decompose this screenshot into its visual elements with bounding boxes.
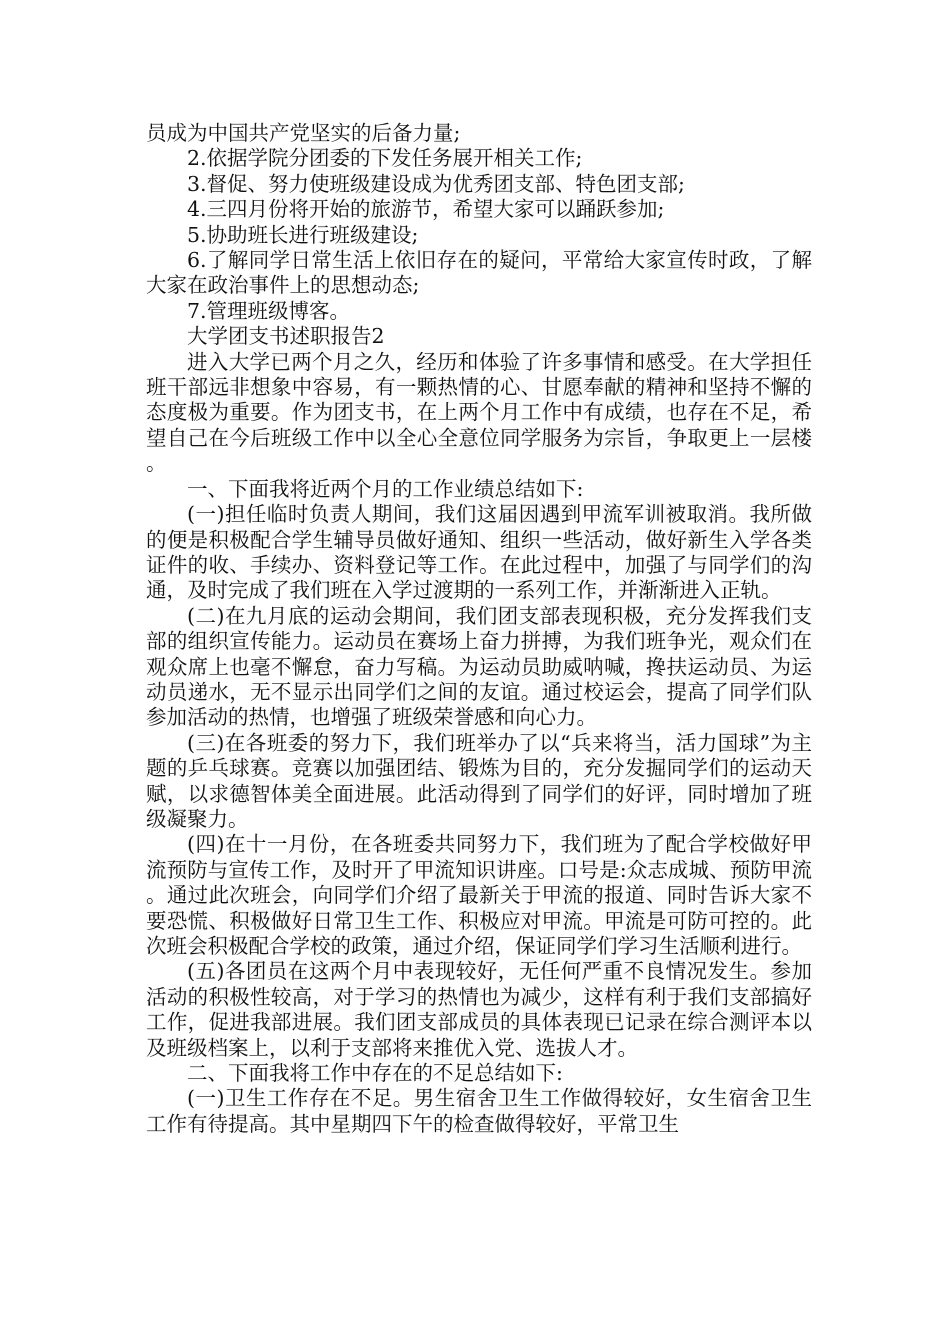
document-body	[146, 121, 812, 1137]
list-item-5: 5.协助班长进行班级建设;	[187, 222, 419, 247]
achievements-heading: 一、下面我将近两个月的工作业绩总结如下:	[187, 476, 584, 501]
shortcomings-heading: 二、下面我将工作中存在的不足总结如下:	[187, 1061, 563, 1086]
achievement-3: (三)在各班委的努力下，我们班举办了以“兵来将当，活力国球”为主题的乒乓球赛。竞赛以加强团结、锻炼为目的，充分发掘同学们的运动天赋，以求德智体美全面进展。此活动得到了同学们的好评，同时增加了班级凝聚力。	[146, 730, 812, 831]
achievement-2: (二)在九月底的运动会期间，我们团支部表现积极，充分发挥我们支部的组织宣传能力。运动员在赛场上奋力拼搏，为我们班争光，观众们在观众席上也毫不懈怠，奋力写稿。为运动员助威呐喊，搀扶运动员、为运动员递水，无不显示出同学们之间的友谊。通过校运会，提高了同学们队参加活动的热情，也增强了班级荣誉感和向心力。	[146, 603, 812, 730]
achievement-4: (四)在十一月份，在各班委共同努力下，我们班为了配合学校做好甲流预防与宣传工作，及时开了甲流知识讲座。口号是:众志成城、预防甲流。通过此次班会，向同学们介绍了最新关于甲流的报道、同时告诉大家不要恐慌、积极做好日常卫生工作、积极应对甲流。甲流是可防可控的。此次班会积极配合学校的政策，通过介绍，保证同学们学习生活顺利进行。	[146, 832, 812, 958]
achievement-1: (一)担任临时负责人期间，我们这届因遇到甲流军训被取消。我所做的便是积极配合学生辅导员做好通知、组织一些活动，做好新生入学各类证件的收、手续办、资料登记等工作。在此过程中，加强了与同学们的沟通，及时完成了我们班在入学过渡期的一系列工作，并渐渐进入正轨。	[146, 502, 812, 603]
list-item-3: 3.督促、努力使班级建设成为优秀团支部、特色团支部;	[187, 171, 685, 196]
section-heading: 大学团支书述职报告2	[187, 324, 385, 349]
achievement-5: (五)各团员在这两个月中表现较好，无任何严重不良情况发生。参加活动的积极性较高，对于学习的热情也为减少，这样有利于我们支部搞好工作，促进我部进展。我们团支部成员的具体表现已记录在综合测评本以及班级档案上，以利于支部将来推优入党、选拔人才。	[146, 959, 812, 1060]
paragraph-1: 员成为中国共产党坚实的后备力量;	[146, 121, 461, 145]
list-item-2: 2.依据学院分团委的下发任务展开相关工作;	[187, 146, 583, 171]
list-item-6: 6.了解同学日常生活上依旧存在的疑问，平常给大家宣传时政，了解大家在政治事件上的思想动态;	[146, 248, 812, 298]
list-item-7: 7.管理班级博客。	[187, 298, 351, 323]
list-item-4: 4.三四月份将开始的旅游节，希望大家可以踊跃参加;	[187, 197, 665, 222]
shortcoming-1: (一)卫生工作存在不足。男生宿舍卫生工作做得较好，女生宿舍卫生工作有待提高。其中星期四下午的检查做得较好，平常卫生	[146, 1086, 812, 1136]
intro-paragraph: 进入大学已两个月之久，经历和体验了许多事情和感受。在大学担任班干部远非想象中容易，有一颗热情的心、甘愿奉献的精神和坚持不懈的态度极为重要。作为团支书，在上两个月工作中有成绩，也存在不足，希望自己在今后班级工作中以全心全意位同学服务为宗旨，争取更上一层楼。	[146, 349, 812, 476]
